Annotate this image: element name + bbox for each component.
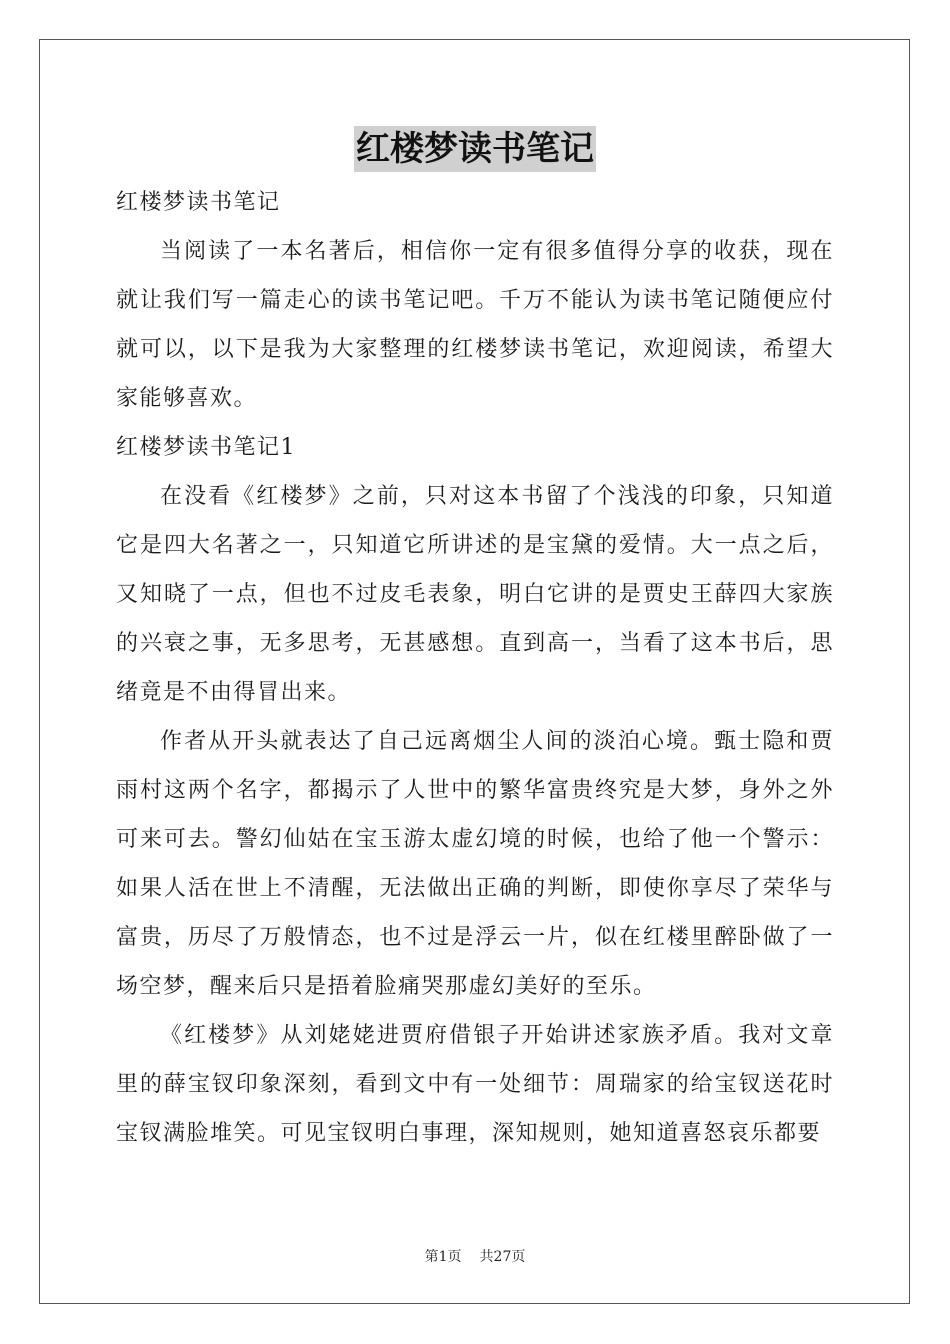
page-footer [0,1246,950,1266]
page-number: 第1页 [424,1249,462,1265]
total-pages: 共27页 [479,1249,526,1265]
document-subtitle: 红楼梦读书笔记 [116,190,281,215]
body-paragraph: 作者从开头就表达了自己远离烟尘人间的淡泊心境。甄士隐和贾雨村这两个名字，都揭示了人世中的繁华富贵终究是大梦，身外之外可来可去。警幻仙姑在宝玉游太虚幻境的时候，也给了他一个警示：如果人活在世上不清醒，无法做出正确的判断，即使你享尽了荣华与富贵，历尽了万般情态，也不过是浮云一片，似在红楼里醉卧做了一场空梦，醒来后只是捂着脸痛哭那虚幻美好的至乐。 [116,729,834,999]
body-paragraph: 在没看《红楼梦》之前，只对这本书留了个浅浅的印象，只知道它是四大名著之一，只知道它所讲述的是宝黛的爱情。大一点之后，又知晓了一点，但也不过皮毛表象，明白它讲的是贾史王薛四大家族的兴衰之事，无多思考，无甚感想。直到高一，当看了这本书后，思绪竟是不由得冒出来。 [116,484,834,705]
document-body [116,178,834,1158]
section-heading: 红楼梦读书笔记1 [116,435,296,460]
document-title: 红楼梦读书笔记 [354,126,596,172]
body-paragraph: 《红楼梦》从刘姥姥进贾府借银子开始讲述家族矛盾。我对文章里的薛宝钗印象深刻，看到文中有一处细节：周瑞家的给宝钗送花时宝钗满脸堆笑。可见宝钗明白事理，深知规则，她知道喜怒哀乐都要 [116,1023,834,1146]
intro-paragraph: 当阅读了一本名著后，相信你一定有很多值得分享的收获，现在就让我们写一篇走心的读书笔记吧。千万不能认为读书笔记随便应付就可以，以下是我为大家整理的红楼梦读书笔记，欢迎阅读，希望大家能够喜欢。 [116,239,834,411]
title-area [0,126,950,172]
